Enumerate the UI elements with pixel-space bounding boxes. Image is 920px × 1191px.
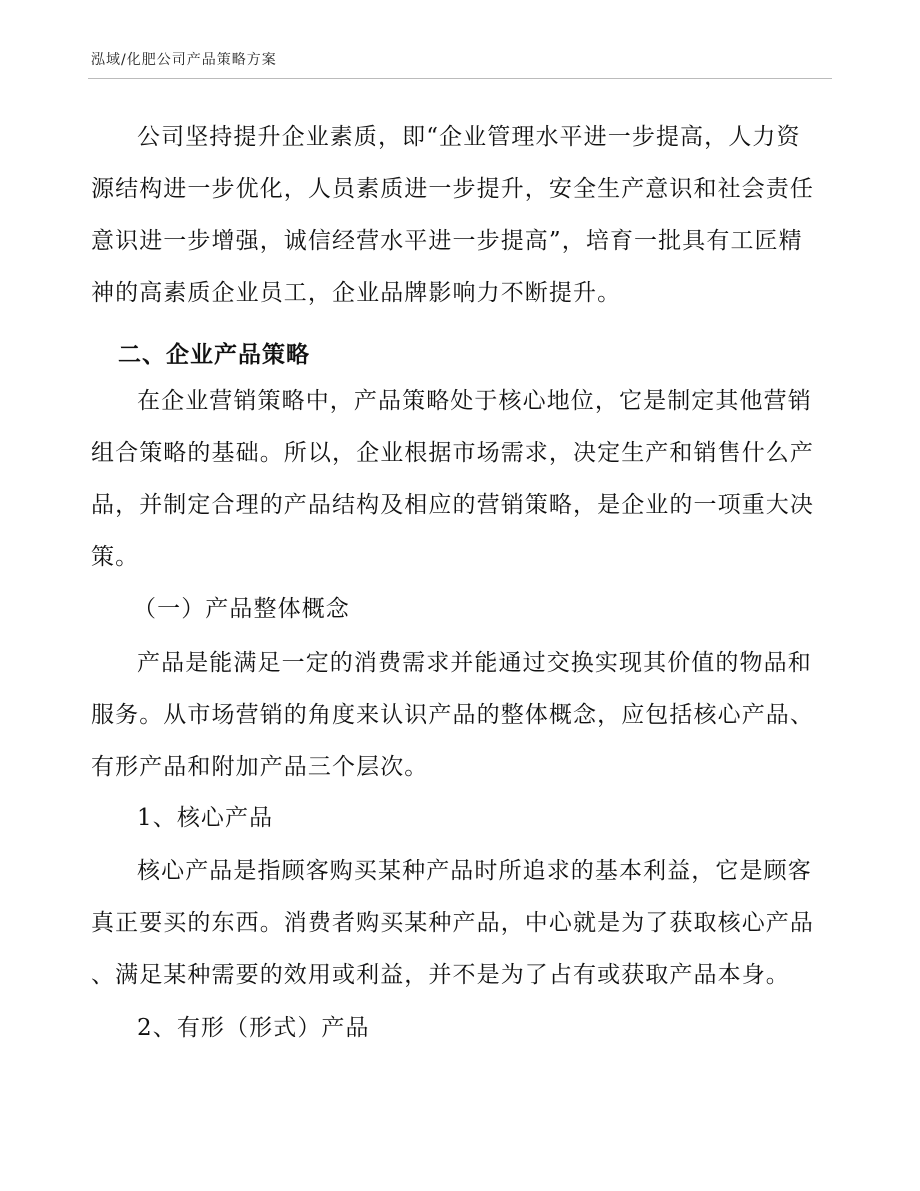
paragraph-line: 策。: [91, 544, 140, 570]
paragraph-line: 、满足某种需要的效用或利益，并不是为了占有或获取产品本身。: [91, 962, 790, 988]
section-heading: 二、企业产品策略: [118, 342, 310, 368]
paragraph-line: 产品是能满足一定的消费需求并能通过交换实现其价值的物品和: [137, 650, 812, 676]
paragraph-line: 品，并制定合理的产品结构及相应的营销策略，是企业的一项重大决: [91, 492, 814, 518]
paragraph-line: 源结构进一步优化，人员素质进一步提升，安全生产意识和社会责任: [91, 176, 814, 202]
paragraph-line: 真正要买的东西。消费者购买某种产品，中心就是为了获取核心产品: [91, 910, 814, 936]
paragraph-line: 服务。从市场营销的角度来认识产品的整体概念，应包括核心产品、: [91, 702, 814, 728]
page-header: 泓域/化肥公司产品策略方案: [91, 52, 277, 68]
paragraph-line: 神的高素质企业员工，企业品牌影响力不断提升。: [91, 280, 622, 306]
paragraph-line: 在企业营销策略中，产品策略处于核心地位，它是制定其他营销: [137, 388, 812, 414]
paragraph-line: 公司坚持提升企业素质，即“企业管理水平进一步提高，人力资: [137, 124, 801, 150]
item-heading: 1、核心产品: [137, 805, 274, 831]
paragraph-line: 核心产品是指顾客购买某种产品时所追求的基本利益，它是顾客: [137, 858, 812, 884]
paragraph-line: 组合策略的基础。所以，企业根据市场需求，决定生产和销售什么产: [91, 440, 814, 466]
header-divider: [88, 78, 832, 79]
subsection-heading: （一）产品整体概念: [133, 596, 350, 622]
item-heading: 2、有形（形式）产品: [137, 1015, 370, 1041]
paragraph-line: 有形产品和附加产品三个层次。: [91, 754, 429, 780]
paragraph-line: 意识进一步增强，诚信经营水平进一步提高”，培育一批具有工匠精: [91, 228, 803, 254]
